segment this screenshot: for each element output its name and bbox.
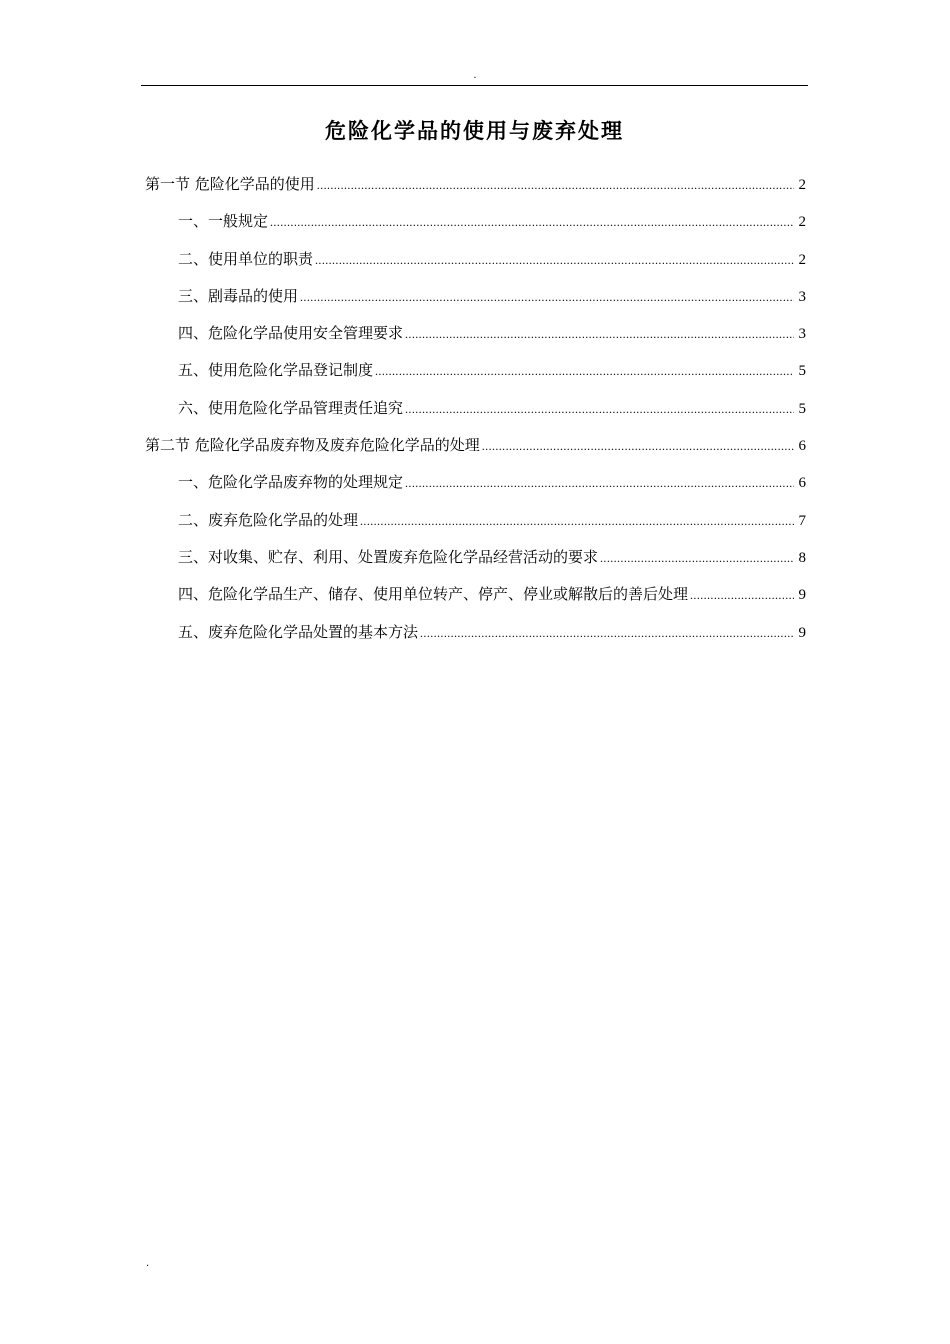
toc-dot-leader xyxy=(270,210,794,234)
toc-dot-leader xyxy=(375,359,794,383)
toc-entry-label: 四、危险化学品生产、储存、使用单位转产、停产、停业或解散后的善后处理 xyxy=(178,585,689,604)
toc-dot-leader xyxy=(405,471,794,495)
toc-subsection-entry[interactable] xyxy=(145,545,806,582)
toc-page-number: 5 xyxy=(798,400,806,417)
toc-page-number: 3 xyxy=(798,326,806,343)
toc-entry-label: 三、对收集、贮存、利用、处置废弃危险化学品经营活动的要求 xyxy=(178,547,599,566)
toc-entry-label: 五、废弃危险化学品处置的基本方法 xyxy=(178,622,419,641)
document-title: 危险化学品的使用与废弃处理 xyxy=(325,118,624,143)
header-rule xyxy=(141,85,808,86)
toc-page-number: 9 xyxy=(798,624,806,641)
header-mark: . xyxy=(473,70,477,81)
toc-dot-leader xyxy=(482,434,794,458)
toc-dot-leader xyxy=(300,285,794,309)
toc-dot-leader xyxy=(420,621,794,645)
toc-section-entry[interactable] xyxy=(145,433,806,470)
toc-dot-leader xyxy=(317,173,794,197)
toc-subsection-entry[interactable] xyxy=(145,470,806,507)
toc-page-number: 9 xyxy=(798,587,806,604)
toc-page-number: 6 xyxy=(798,475,806,492)
toc-entry-label: 二、废弃危险化学品的处理 xyxy=(178,510,359,529)
toc-subsection-entry[interactable] xyxy=(145,620,806,657)
toc-subsection-entry[interactable] xyxy=(145,396,806,433)
toc-subsection-entry[interactable] xyxy=(145,358,806,395)
toc-dot-leader xyxy=(600,546,794,570)
toc-subsection-entry[interactable] xyxy=(145,321,806,358)
toc-entry-label: 三、剧毒品的使用 xyxy=(178,286,299,305)
toc-entry-label: 六、使用危险化学品管理责任追究 xyxy=(178,398,404,417)
toc-subsection-entry[interactable] xyxy=(145,284,806,321)
toc-entry-label: 五、使用危险化学品登记制度 xyxy=(178,361,374,380)
toc-subsection-entry[interactable] xyxy=(145,209,806,246)
toc-dot-leader xyxy=(405,397,794,421)
toc-page-number: 3 xyxy=(798,288,806,305)
toc-page-number: 6 xyxy=(798,438,806,455)
toc-dot-leader xyxy=(360,509,794,533)
toc-page-number: 2 xyxy=(798,251,806,268)
toc-page-number: 2 xyxy=(798,177,806,193)
toc-page-number: 2 xyxy=(798,214,806,231)
toc-dot-leader xyxy=(405,322,794,346)
toc-entry-label: 第二节 危险化学品废弃物及废弃危险化学品的处理 xyxy=(145,436,480,455)
footer-mark: . xyxy=(146,1258,150,1269)
toc-entry-label: 二、使用单位的职责 xyxy=(178,249,314,268)
toc-subsection-entry[interactable] xyxy=(145,582,806,619)
toc-section-entry[interactable] xyxy=(145,172,806,209)
toc-entry-label: 第一节 危险化学品的使用 xyxy=(145,175,315,193)
toc-subsection-entry[interactable] xyxy=(145,508,806,545)
toc-entry-label: 一、危险化学品废弃物的处理规定 xyxy=(178,473,404,492)
toc-dot-leader xyxy=(315,248,794,272)
toc-page-number: 7 xyxy=(798,512,806,529)
toc-dot-leader xyxy=(690,583,794,607)
table-of-contents xyxy=(145,172,806,657)
toc-entry-label: 四、危险化学品使用安全管理要求 xyxy=(178,324,404,343)
toc-page-number: 5 xyxy=(798,363,806,380)
toc-page-number: 8 xyxy=(798,549,806,566)
toc-subsection-entry[interactable] xyxy=(145,247,806,284)
toc-entry-label: 一、一般规定 xyxy=(178,212,269,231)
